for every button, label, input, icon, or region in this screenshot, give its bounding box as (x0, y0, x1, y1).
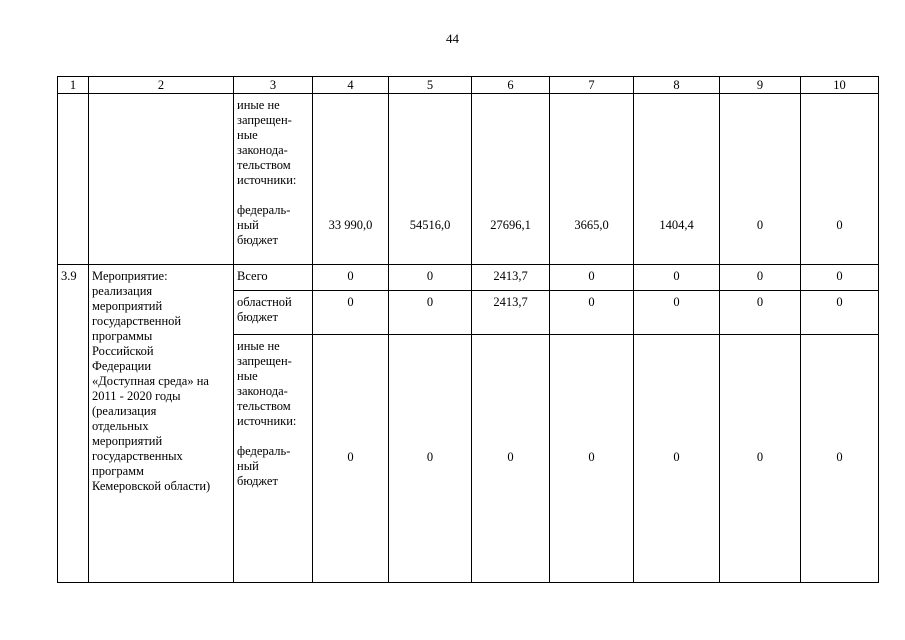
value-cell: 0 (720, 291, 801, 335)
column-header: 8 (634, 77, 720, 94)
value-cell: 0 (801, 94, 879, 265)
value-cell: 0 (389, 335, 472, 583)
value-cell: 0 (801, 335, 879, 583)
value-cell: 0 (720, 265, 801, 291)
column-header: 1 (58, 77, 89, 94)
value-cell: 0 (720, 94, 801, 265)
value-cell: 0 (313, 265, 389, 291)
federal-budget-label: федераль- ный бюджет (237, 444, 291, 488)
column-header: 4 (313, 77, 389, 94)
column-header: 3 (234, 77, 313, 94)
column-header: 5 (389, 77, 472, 94)
column-header: 9 (720, 77, 801, 94)
column-header: 2 (89, 77, 234, 94)
value-cell: 0 (550, 291, 634, 335)
total-label: Всего (234, 265, 313, 291)
value-cell: 0 (389, 265, 472, 291)
table-row (58, 265, 879, 291)
table-row (58, 94, 879, 265)
value-cell: 0 (801, 265, 879, 291)
value-cell: 33 990,0 (313, 94, 389, 265)
regional-budget-label: областной бюджет (234, 291, 313, 335)
other-sources-label: иные не запрещен- ные законода- тельством источники: (237, 98, 297, 187)
value-cell: 54516,0 (389, 94, 472, 265)
value-cell: 3665,0 (550, 94, 634, 265)
value-cell: 0 (313, 335, 389, 583)
row-number-cell: 3.9 (58, 265, 89, 583)
funding-source-cell (234, 94, 313, 265)
event-title-cell: Мероприятие: реализация мероприятий государственной программы Российской Федерации «Доступная среда» на 2011 - 2020 годы (реализация отдельных мероприятий государственных программ Кемеровской области) (89, 265, 234, 583)
value-cell: 0 (313, 291, 389, 335)
event-title-cell (89, 94, 234, 265)
value-cell: 0 (472, 335, 550, 583)
value-cell: 0 (634, 265, 720, 291)
value-cell: 0 (634, 291, 720, 335)
value-cell: 2413,7 (472, 265, 550, 291)
other-sources-label: иные не запрещен- ные законода- тельством источники: (237, 339, 297, 428)
value-cell: 0 (550, 335, 634, 583)
value-cell: 0 (389, 291, 472, 335)
column-header: 6 (472, 77, 550, 94)
row-number-cell (58, 94, 89, 265)
value-cell: 0 (634, 335, 720, 583)
value-cell: 2413,7 (472, 291, 550, 335)
value-cell: 0 (720, 335, 801, 583)
value-cell: 0 (550, 265, 634, 291)
federal-budget-label: федераль- ный бюджет (237, 203, 291, 247)
value-cell: 1404,4 (634, 94, 720, 265)
column-header: 10 (801, 77, 879, 94)
value-cell: 27696,1 (472, 94, 550, 265)
header-row (58, 77, 879, 94)
column-header: 7 (550, 77, 634, 94)
page-number: 44 (446, 31, 459, 46)
value-cell: 0 (801, 291, 879, 335)
budget-table (57, 76, 879, 583)
funding-source-cell (234, 335, 313, 583)
